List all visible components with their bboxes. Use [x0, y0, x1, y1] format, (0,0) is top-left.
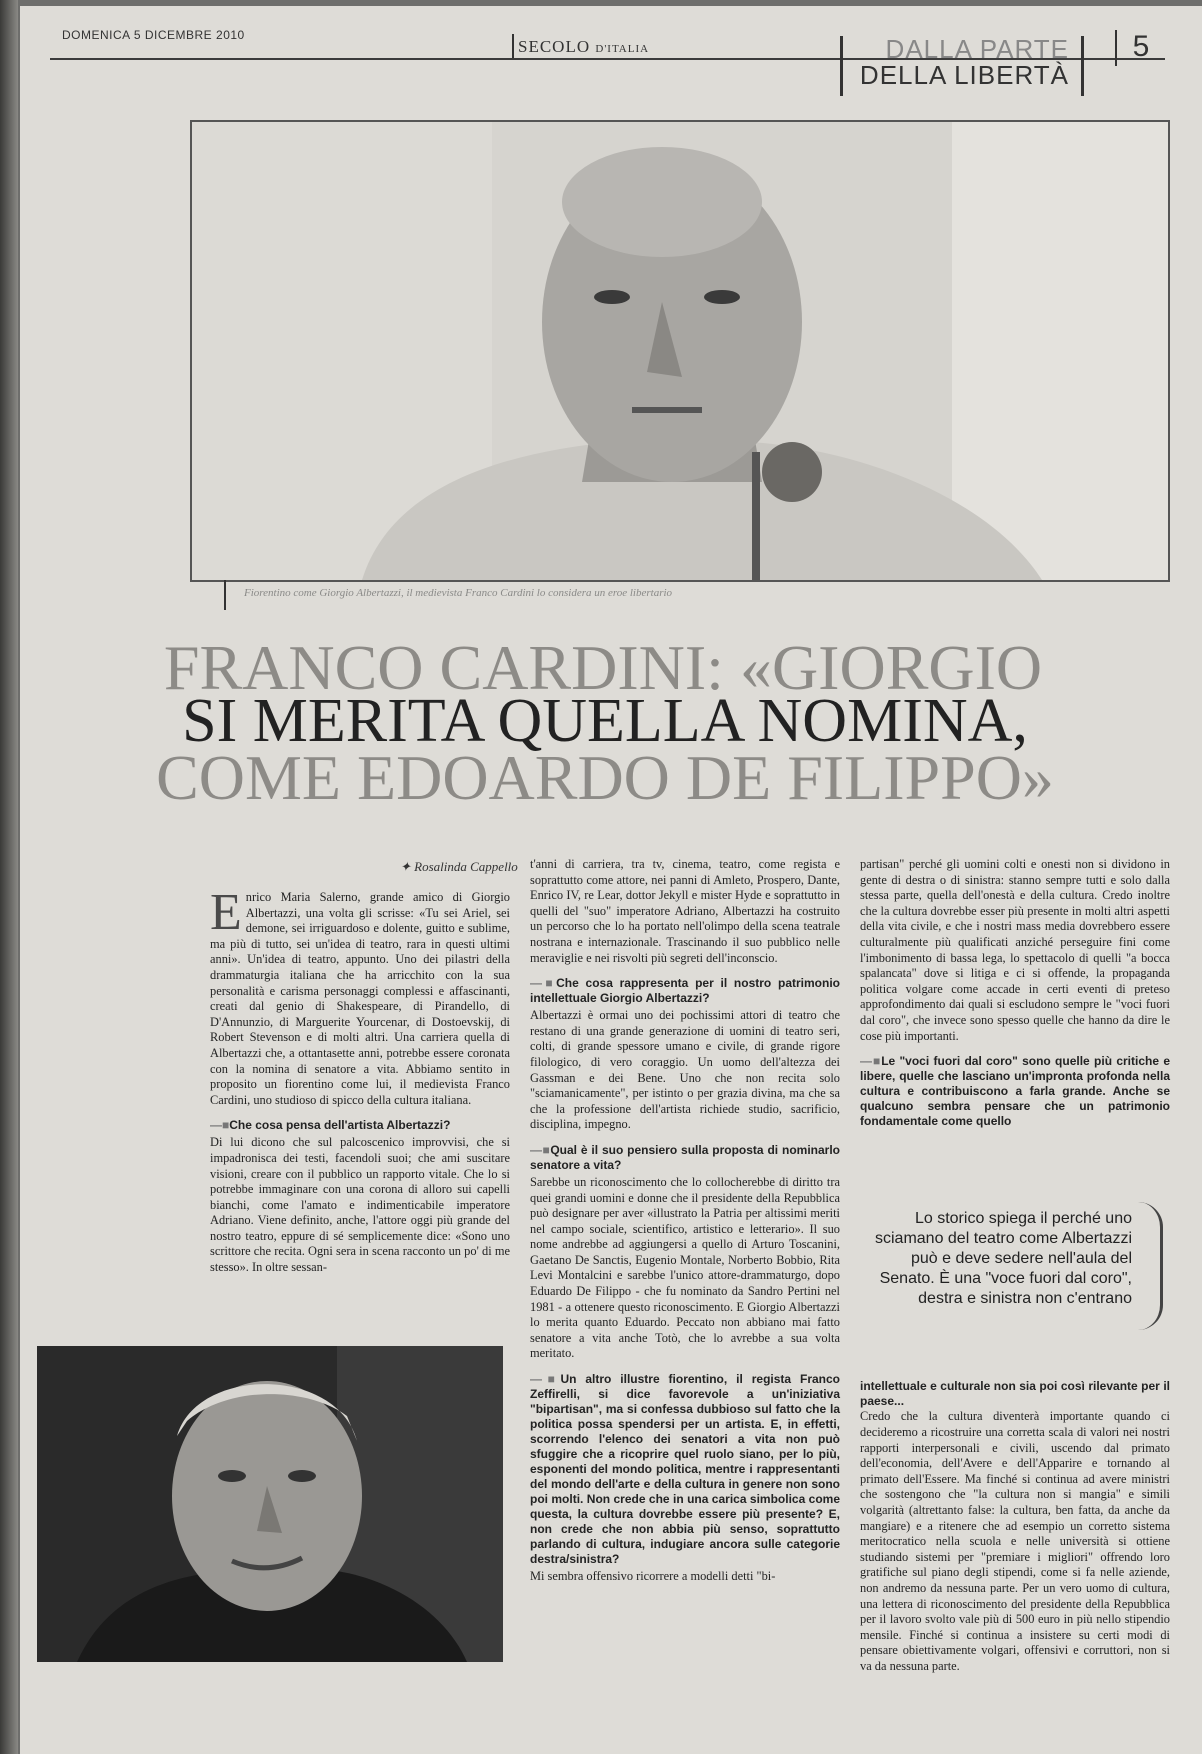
intro-text: nrico Maria Salerno, grande amico di Giorgio Albertazzi, una volta gli scrisse: «Tu sei Ariel, sei demone, sei irriguardoso e dolente, guitto e sublime, ma più di tutto, sei un'idea di teatro, rara in questi ultimi anni». Un'idea di teatro, appunto. Uno dei pilastri della drammaturgia italiana che ha arricchito con la sua personalità e carisma personaggi complessi e affascinanti, creati dal genio di Shakespeare, di Pirandello, di D'Annunzio, di Marguerite Yourcenar, di Dostoevskij, di Robert Stevenson e di molti altri. Una carriera quella di Albertazzi che, a ottantasette anni, potrebbe essere coronata con la nomina di senatore a vita. Abbiamo sentito in proposito un fiorentino come lui, il medievista Franco Cardini, uno studioso di spicco della cultura italiana.	[210, 890, 510, 1107]
byline: ✦ Rosalinda Cappello	[400, 859, 518, 874]
question-5: —■ Le "voci fuori dal coro" sono quelle più critiche e libere, quelle che lasciano un'impronta profonda nella cultura e contribuiscono a farla grande. Anche se qualcuno sembra pensare che un patrimonio fondamentale come quello	[860, 1054, 1170, 1129]
answer-4-continued: partisan" perché gli uomini colti e onesti non si dividono in gente di destra o di sinistra: stanno sempre tutti e solo dalla stessa parte, quella dell'onestà e della cultura. Credo inoltre che la cultura dovrebbe esser più presente in molti altri aspetti della vita civile, e che i nostri mass media dovrebbero essere culturalmente più qualificati anziché perseguire fini come l'imbonimento di bassa lega, lo spettacolo di quelli "a bocca spalancata" dove si litiga e ci si offende, la propaganda politica volgare come accade in certi eventi di preteso approfondimento dai quali si escludono sempre le "voci fuori dal coro", che invece sono spesso quelle che hanno da dire le cose più importanti.	[860, 857, 1170, 1043]
answer-5: Credo che la cultura diventerà importante quando ci decideremo a ricostruire una corretta scala di valori nei nostri rapporti interpersonali e civili, uscendo dal primato dell'economia, dell'Avere e dell'Apparire e tornando al primato dell'Essere. Ma finché si continua ad avere ministri che sostengono che "la cultura non si mangia" e simili volgarità (altrettanto false: la cultura, ben fatta, da anche da mangiare) e a ritenere che ad esempio un corretto sistema meritocratico nella scuola e nelle università si ottiene studiando sistemi per "premiare i migliori" offrendo loro gratifiche sul piano degli stipendi, come si fa nelle aziende, non andremo da nessuna parte. Per un vero uomo di cultura, una lettera di riconoscimento del presidente della Repubblica per il lavoro svolto vale più di 500 euro in più nello stipendio mensile. Finché si continua a insistere su certi modi di pensare obiettivamente volgari, offensivi e corruttori, non si va da nessuna parte.	[860, 1409, 1170, 1673]
binding-gutter	[0, 0, 18, 1754]
headline-line1: FRANCO CARDINI: «GIORGIO	[163, 632, 1043, 703]
headline-line2: SI MERITA QUELLA NOMINA,	[182, 687, 1028, 755]
answer-1: Di lui dicono che sul palcoscenico improvvisi, che si impadronisca dei testi, facendoli suoi; che ami suscitare visioni, creare con il pubblico un rapporto vitale. Che lo si potrebbe immaginare con una corona di alloro sui capelli bianchi, come l'amato e indimenticabile imperatore Adriano. Viene definito, anche, l'attore oggi più grande del nostro teatro, eppure di sé semplicemente dice: «Sono uno scrittore che recita. Ogni sera in scena racconto un po' di me stesso». In oltre sessan-	[210, 1135, 510, 1275]
answer-2: Albertazzi è ormai uno dei pochissimi attori di teatro che restano di una grande generazione di uomini di teatro seri, colti, di grande spessore umano e civile, di grande rigore filologico, di vero coraggio. Un uomo dell'altezza dei Gassman e dei Bene. Uno che non recita solo "sciamanicamente", per istinto o per grazia divina, ma che sa che la professione dell'artista richiede studio, sacrificio, disciplina, impegno.	[530, 1008, 840, 1132]
masthead	[518, 37, 649, 57]
lead-photo	[190, 120, 1170, 582]
question-5-continued: intellettuale e culturale non sia poi così rilevante per il paese...	[860, 1379, 1170, 1409]
photo-caption: Fiorentino come Giorgio Albertazzi, il medievista Franco Cardini lo considera un eroe libertario	[244, 587, 673, 599]
secondary-photo	[37, 1346, 503, 1662]
question-3: —■ Qual è il suo pensiero sulla proposta di nominarlo senatore a vita?	[530, 1143, 840, 1173]
newspaper-page	[20, 6, 1202, 1754]
intro-paragraph	[210, 884, 510, 1108]
article-column-2	[530, 857, 840, 1585]
article-column-3-lower	[860, 1379, 1170, 1675]
question-1: —■ Che cosa pensa dell'artista Albertazzi?	[210, 1118, 510, 1133]
dropcap: E	[210, 884, 242, 941]
caption-bar	[224, 580, 226, 610]
page-number: 5	[1115, 30, 1165, 66]
answer-1-continued: t'anni di carriera, tra tv, cinema, teatro, come regista e soprattutto come attore, nei panni di Amleto, Prospero, Dante, Enrico IV, re Lear, dottor Jekyll e mister Hyde e soprattutto in quelli del "suo" imperatore Adriano, Albertazzi ha costruito un percorso che lo ha portato nell'olimpo della scena teatrale nostrana e internazionale. Trascinando il suo pubblico nelle meraviglie e nei risvolti più segreti dell'inconscio.	[530, 857, 840, 965]
answer-3: Sarebbe un riconoscimento che lo collocherebbe di diritto tra quei grandi uomini e donne che il presidente della Repubblica può designare per aver «illustrato la Patria per altissimi meriti nel campo sociale, scientifico, artistico e letterario». Il suo nome andrebbe ad aggiungersi a quello di Arturo Toscanini, Gaetano De Sanctis, Eugenio Montale, Norberto Bobbio, Rita Levi Montalcini e sarebbe l'unico attore-drammaturgo, dopo Eduardo De Filippo - che fu nominato da Sandro Pertini nel 1981 - a ottenere questo riconoscimento. E Giorgio Albertazzi lo merita quanto Eduardo. Peccato non abbiano mai fatto senatore a vita anche Totò, che lo avrebbe a sua volta meritato.	[530, 1174, 840, 1361]
article-column-3	[860, 857, 1170, 1131]
question-4: —■ Un altro illustre fiorentino, il regista Franco Zeffirelli, si dice favorevole a un'iniziativa "bipartisan", ma si confessa dubbioso sul fatto che la politica possa spendersi per un artista. E, in effetti, scorrendo l'elenco dei senatori a vita non può sfuggire che a ricoprire quel ruolo siano, per lo più, esponenti del mondo politica, mentre i rappresentanti del mondo dell'arte e della cultura in genere non sono poi molti. Non crede che in una carica simbolica come questa, la cultura dovrebbe essere più presente? E, non crede che non abbia più senso, soprattutto parlando di cultura, indugiare ancora sulle categorie destra/sinistra?	[530, 1372, 840, 1567]
paper-suffix: D'ITALIA	[595, 43, 650, 55]
lead-photo-illustration	[192, 122, 1168, 580]
section-label-line1: DALLA PARTE	[885, 34, 1069, 64]
issue-date: DOMENICA 5 DICEMBRE 2010	[62, 28, 245, 42]
author-name: Rosalinda Cappello	[414, 859, 518, 874]
section-label	[840, 36, 1084, 96]
pull-quote-bracket	[1138, 1202, 1163, 1330]
article-column-1	[210, 884, 510, 1276]
masthead-divider	[512, 34, 514, 60]
secondary-photo-illustration	[37, 1346, 503, 1662]
section-label-line2: DELLA LIBERTÀ	[859, 60, 1069, 90]
paper-name: SECOLO	[518, 37, 591, 56]
question-2: —■ Che cosa rappresenta per il nostro patrimonio intellettuale Giorgio Albertazzi?	[530, 976, 840, 1006]
answer-4: Mi sembra offensivo ricorrere a modelli detti "bi-	[530, 1569, 776, 1584]
pull-quote: Lo storico spiega il perché uno sciamano del teatro come Albertazzi può e deve sedere nell'aula del Senato. È una "voce fuori dal coro", destra e sinistra non c'entrano	[874, 1210, 1132, 1307]
headline-line3: COME EDOARDO DE FILIPPO»	[156, 742, 1054, 813]
